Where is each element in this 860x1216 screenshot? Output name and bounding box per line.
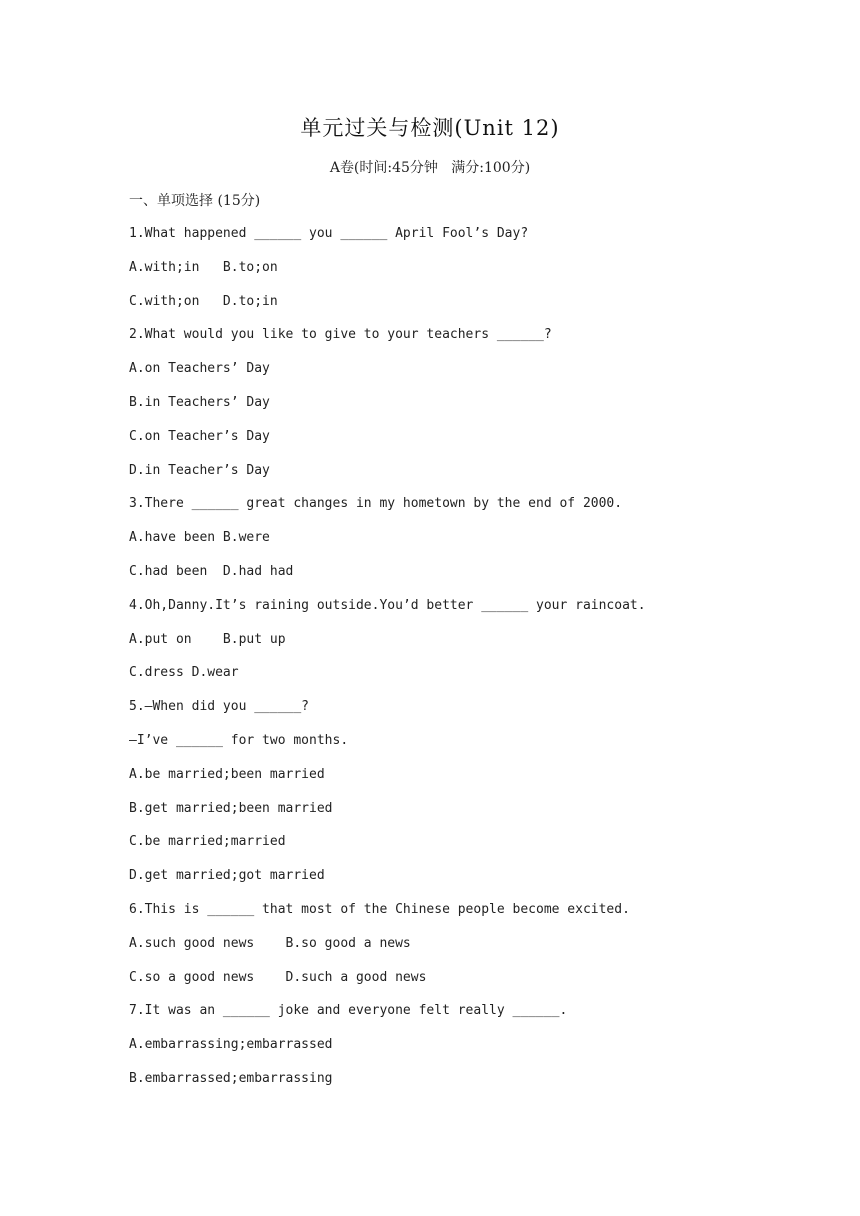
option-line: C.dress D.wear xyxy=(129,665,239,681)
question-line: 1.What happened ______ you ______ April Fool’s Day? xyxy=(129,226,529,241)
question-line: —I’ve ______ for two months. xyxy=(129,732,349,748)
question-line: 3.There ______ great changes in my hometown by the end of 2000. xyxy=(129,496,623,512)
question-line: 5.—When did you ______? xyxy=(129,699,310,715)
question-line: 7.It was an ______ joke and everyone felt really ______. xyxy=(129,1003,568,1019)
option-line: B.get married;been married xyxy=(129,800,333,816)
question-line: 4.Oh,Danny.It’s raining outside.You’d better ______ your raincoat. xyxy=(129,597,646,613)
option-line: B.embarrassed;embarrassing xyxy=(129,1070,333,1086)
option-line: C.with;on D.to;in xyxy=(129,293,278,309)
question-line: 6.This is ______ that most of the Chinese people become excited. xyxy=(129,901,630,917)
option-line: A.with;in B.to;on xyxy=(129,259,278,275)
document-title: 单元过关与检测(Unit 12) xyxy=(300,116,560,140)
option-line: B.in Teachers’ Day xyxy=(129,394,270,410)
document-subtitle: A卷(时间:45分钟 满分:100分) xyxy=(329,160,531,176)
option-line: A.embarrassing;embarrassed xyxy=(129,1037,333,1053)
option-line: C.on Teacher’s Day xyxy=(129,428,270,444)
option-line: A.be married;been married xyxy=(129,766,325,782)
option-line: C.so a good news D.such a good news xyxy=(129,969,427,985)
option-line: D.in Teacher’s Day xyxy=(129,462,270,478)
option-line: D.get married;got married xyxy=(129,868,325,884)
question-list xyxy=(129,224,646,1103)
option-line: A.put on B.put up xyxy=(129,631,286,647)
section-heading: 一、单项选择 (15分) xyxy=(129,193,261,209)
option-line: A.on Teachers’ Day xyxy=(129,361,270,377)
option-line: A.such good news B.so good a news xyxy=(129,935,411,951)
option-line: C.be married;married xyxy=(129,834,286,850)
question-line: 2.What would you like to give to your teachers ______? xyxy=(129,327,552,343)
option-line: A.have been B.were xyxy=(129,530,270,546)
option-line: C.had been D.had had xyxy=(129,563,294,579)
